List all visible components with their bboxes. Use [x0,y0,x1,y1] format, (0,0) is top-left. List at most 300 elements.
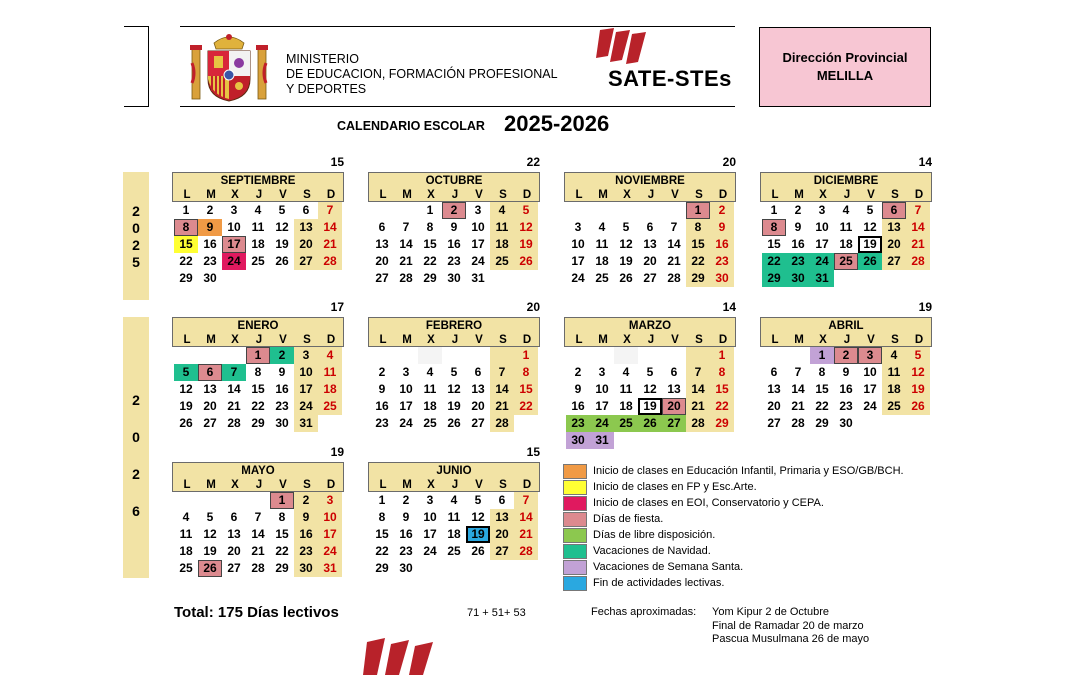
school-days-count: 15 [330,155,344,169]
day-cell: 26 [198,560,222,577]
month-calendar [368,300,540,432]
day-cell: 21 [667,254,681,268]
weekday-header: V [671,189,679,201]
day-cell: 22 [762,253,786,270]
day-cell: 17 [863,382,877,396]
day-cell: 20 [375,254,389,268]
weekday-header: L [379,189,387,201]
day-cell: 29 [686,270,710,287]
coat-of-arms-icon [190,33,268,105]
day-cell: 26 [619,271,633,285]
day-cell: 8 [378,510,386,524]
day-cell: 23 [275,399,289,413]
empty-day-cell [514,270,538,287]
month-name: ABRIL [828,320,864,332]
day-cell: 9 [842,365,850,379]
day-cell: 3 [818,203,826,217]
legend-swatch [563,544,587,559]
day-cell: 12 [203,527,217,541]
day-cell: 11 [882,364,906,381]
day-cell: 17 [294,381,318,398]
day-cell: 6 [646,220,654,234]
day-cell: 17 [571,254,585,268]
calendar-years: 2025-2026 [504,111,610,136]
legend-swatch [563,576,587,591]
legend-label: Vacaciones de Navidad. [593,545,711,557]
day-cell: 5 [646,365,654,379]
day-cell: 22 [710,398,734,415]
empty-day-cell [614,432,638,449]
day-cell: 22 [375,544,389,558]
empty-day-cell [442,347,466,364]
day-cell: 19 [275,237,289,251]
ministry-line: DE EDUCACION, FORMACIÓN PROFESIONAL [286,67,558,81]
day-cell: 30 [447,271,461,285]
day-grid [368,492,540,577]
weekday-header: V [475,189,483,201]
day-cell: 7 [490,364,514,381]
weekday-header: S [695,334,703,346]
day-cell: 31 [810,270,834,287]
day-cell: 11 [595,237,609,251]
day-cell: 31 [294,415,318,432]
legend-item [563,463,904,479]
year-band-2026 [123,317,149,578]
weekday-header: L [771,189,779,201]
weekday-header-row [173,334,343,347]
empty-day-cell [394,202,418,219]
day-cell: 21 [514,526,538,543]
note-line: Yom Kipur 2 de Octubre [712,606,829,618]
legend-swatch [563,528,587,543]
day-cell: 15 [514,381,538,398]
school-days-count: 22 [526,155,540,169]
weekday-header: X [427,189,435,201]
day-cell: 27 [471,416,485,430]
day-cell: 23 [566,415,590,432]
ministry-line: MINISTERIO [286,52,359,66]
day-cell: 18 [490,236,514,253]
month-name: FEBRERO [425,320,483,332]
day-cell: 28 [227,416,241,430]
weekday-header: M [402,334,412,346]
day-cell: 1 [270,492,294,509]
month-calendar [564,300,736,449]
day-cell: 14 [251,527,265,541]
day-cell: 4 [598,220,606,234]
weekday-header: X [819,189,827,201]
day-cell: 4 [182,510,190,524]
day-cell: 1 [810,347,834,364]
day-cell: 6 [378,220,386,234]
day-cell: 9 [198,219,222,236]
day-cell: 15 [423,237,437,251]
day-cell: 8 [254,365,262,379]
day-cell: 16 [203,237,217,251]
weekday-header: S [499,189,507,201]
month-calendar [172,445,344,577]
day-cell: 11 [251,220,265,234]
day-cell: 9 [378,382,386,396]
day-cell: 19 [466,526,490,543]
weekday-header: J [843,189,851,201]
empty-day-cell [638,202,662,219]
weekday-header: J [843,334,851,346]
day-cell: 13 [375,237,389,251]
weekday-header: V [279,334,287,346]
weekday-header: D [522,334,532,346]
day-cell: 5 [450,365,458,379]
day-cell: 19 [203,544,217,558]
day-cell: 14 [399,237,413,251]
day-cell: 9 [278,365,286,379]
day-cell: 4 [490,202,514,219]
day-cell: 25 [882,398,906,415]
empty-day-cell [906,415,930,432]
weekday-header: L [575,334,583,346]
day-cell: 27 [294,253,318,270]
day-cell: 18 [447,527,461,541]
day-cell: 17 [815,237,829,251]
day-cell: 26 [638,415,662,432]
day-cell: 12 [906,364,930,381]
legend-swatch [563,496,587,511]
day-cell: 6 [302,203,310,217]
day-cell: 4 [622,365,630,379]
day-cell: 23 [399,544,413,558]
day-cell: 30 [786,270,810,287]
day-cell: 3 [426,493,434,507]
month-calendar [172,300,344,432]
day-cell: 24 [318,543,342,560]
day-cell: 25 [447,544,461,558]
day-cell: 24 [222,253,246,270]
day-cell: 29 [815,416,829,430]
empty-day-cell [418,347,442,364]
month-calendar [368,155,540,287]
empty-day-cell [318,270,342,287]
day-cell: 28 [791,416,805,430]
legend-label: Inicio de clases en EOI, Conservatorio y CEPA. [593,497,824,509]
weekday-header: L [379,334,387,346]
day-cell: 28 [906,253,930,270]
day-cell: 27 [882,253,906,270]
weekday-header: L [771,334,779,346]
month-name: JUNIO [436,465,472,477]
day-cell: 6 [770,365,778,379]
weekday-header: V [475,334,483,346]
weekday-header: J [647,189,655,201]
day-cell: 3 [598,365,606,379]
day-cell: 23 [375,416,389,430]
day-cell: 1 [426,203,434,217]
day-cell: 9 [710,219,734,236]
notes-label: Fechas aproximadas: [591,606,697,618]
weekday-header-row [173,189,343,202]
day-cell: 24 [863,399,877,413]
weekday-header: L [183,334,191,346]
weekday-header: M [206,479,216,491]
day-cell: 30 [294,560,318,577]
empty-day-cell [590,202,614,219]
day-cell: 30 [203,271,217,285]
weekday-header: S [695,189,703,201]
empty-day-cell [490,347,514,364]
day-cell: 20 [767,399,781,413]
day-cell: 24 [423,544,437,558]
month-header [368,462,540,492]
legend-label: Días de libre disposición. [593,529,716,541]
weekday-header: D [718,334,728,346]
day-cell: 8 [514,364,538,381]
day-cell: 9 [794,220,802,234]
day-cell: 17 [595,399,609,413]
sate-flag-icon [363,636,443,675]
total-school-days: Total: 175 Días lectivos [174,604,339,621]
day-cell: 6 [230,510,238,524]
month-header [760,172,932,202]
day-cell: 13 [471,382,485,396]
weekday-header: M [598,334,608,346]
year-digit: 6 [132,503,140,519]
note-line: Pascua Musulmana 26 de mayo [712,633,870,645]
day-cell: 6 [498,493,506,507]
weekday-header: D [326,189,336,201]
day-cell: 25 [490,253,514,270]
day-cell: 11 [619,382,633,396]
month-header [172,462,344,492]
day-cell: 9 [450,220,458,234]
empty-day-cell [858,270,882,287]
day-cell: 16 [275,382,289,396]
day-cell: 31 [318,560,342,577]
empty-day-cell [566,347,590,364]
day-cell: 8 [762,219,786,236]
day-cell: 26 [275,254,289,268]
weekday-header: X [231,334,239,346]
legend-swatch [563,464,587,479]
empty-day-cell [762,347,786,364]
day-cell: 31 [590,432,614,449]
day-cell: 3 [474,203,482,217]
month-calendar [760,155,932,287]
day-cell: 12 [447,382,461,396]
day-cell: 1 [378,493,386,507]
empty-day-cell [514,560,538,577]
day-cell: 20 [227,544,241,558]
day-cell: 16 [710,236,734,253]
day-cell: 20 [490,526,514,543]
day-cell: 27 [643,271,657,285]
weekday-header-row [173,479,343,492]
empty-day-cell [710,432,734,449]
day-cell: 16 [791,237,805,251]
day-cell: 1 [514,347,538,364]
day-cell: 2 [378,365,386,379]
day-cell: 16 [294,526,318,543]
day-cell: 19 [619,254,633,268]
day-cell: 30 [710,270,734,287]
day-cell: 30 [275,416,289,430]
weekday-header: S [499,479,507,491]
day-grid [172,202,344,287]
day-cell: 12 [179,382,193,396]
empty-day-cell [638,432,662,449]
day-cell: 20 [882,236,906,253]
school-days-count: 19 [330,445,344,459]
month-header [564,172,736,202]
day-cell: 5 [514,202,538,219]
month-name: MARZO [628,320,672,332]
day-cell: 23 [447,254,461,268]
day-cell: 14 [791,382,805,396]
day-cell: 8 [686,219,710,236]
weekday-header: L [575,189,583,201]
year-digit: 2 [132,392,140,408]
day-cell: 2 [710,202,734,219]
day-cell: 3 [402,365,410,379]
day-cell: 19 [906,381,930,398]
day-cell: 10 [227,220,241,234]
day-cell: 20 [203,399,217,413]
empty-day-cell [174,492,198,509]
day-cell: 9 [402,510,410,524]
day-grid [172,492,344,577]
direccion-city: MELILLA [816,68,874,83]
day-cell: 14 [318,219,342,236]
day-cell: 18 [839,237,853,251]
empty-day-cell [222,270,246,287]
year-digit: 0 [132,429,140,445]
day-cell: 8 [426,220,434,234]
empty-day-cell [490,560,514,577]
month-calendar [760,300,932,432]
day-cell: 27 [662,415,686,432]
day-cell: 29 [710,415,734,432]
day-cell: 7 [906,202,930,219]
day-grid [172,347,344,432]
day-cell: 21 [490,398,514,415]
day-cell: 24 [590,415,614,432]
day-cell: 23 [203,254,217,268]
day-cell: 13 [643,237,657,251]
day-cell: 10 [571,237,585,251]
empty-day-cell [882,415,906,432]
school-days-count: 15 [526,445,540,459]
legend-item [563,495,904,511]
day-cell: 7 [402,220,410,234]
weekday-header: V [867,334,875,346]
legend [563,463,904,591]
day-cell: 7 [318,202,342,219]
day-cell: 23 [839,399,853,413]
empty-day-cell [270,270,294,287]
legend-label: Inicio de clases en FP y Esc.Arte. [593,481,757,493]
legend-label: Fin de actividades lectivas. [593,577,725,589]
year-digit: 0 [132,220,140,236]
day-cell: 25 [251,254,265,268]
weekday-header: D [522,189,532,201]
day-cell: 18 [882,381,906,398]
day-cell: 12 [643,382,657,396]
day-cell: 24 [471,254,485,268]
approximate-dates [712,606,869,647]
day-cell: 3 [294,347,318,364]
legend-item [563,543,904,559]
legend-item [563,527,904,543]
empty-day-cell [222,347,246,364]
empty-day-cell [466,560,490,577]
weekday-header: S [303,479,311,491]
legend-label: Vacaciones de Semana Santa. [593,561,744,573]
day-cell: 28 [251,561,265,575]
school-days-count: 20 [526,300,540,314]
day-cell: 26 [447,416,461,430]
weekday-header: M [206,334,216,346]
day-cell: 15 [174,236,198,253]
weekday-header: S [303,189,311,201]
empty-day-cell [662,432,686,449]
weekday-header: J [255,189,263,201]
day-cell: 4 [318,347,342,364]
day-cell: 18 [318,381,342,398]
day-cell: 26 [514,253,538,270]
school-days-count: 14 [918,155,932,169]
empty-day-cell [638,347,662,364]
day-cell: 21 [399,254,413,268]
empty-day-cell [834,270,858,287]
day-cell: 10 [423,510,437,524]
day-cell: 17 [471,237,485,251]
day-cell: 28 [667,271,681,285]
day-cell: 24 [810,253,834,270]
weekday-header-row [761,189,931,202]
empty-day-cell [882,270,906,287]
day-cell: 8 [710,364,734,381]
day-cell: 23 [786,253,810,270]
weekday-header: D [326,334,336,346]
day-cell: 26 [471,544,485,558]
weekday-header: M [206,189,216,201]
day-cell: 27 [203,416,217,430]
month-name: SEPTIEMBRE [220,175,296,187]
day-cell: 8 [174,219,198,236]
day-cell: 12 [619,237,633,251]
day-cell: 5 [622,220,630,234]
day-cell: 29 [423,271,437,285]
day-cell: 3 [230,203,238,217]
day-cell: 22 [423,254,437,268]
day-cell: 1 [182,203,190,217]
weekday-header: L [379,479,387,491]
day-cell: 25 [834,253,858,270]
day-cell: 1 [770,203,778,217]
day-cell: 20 [643,254,657,268]
empty-day-cell [318,415,342,432]
day-cell: 21 [791,399,805,413]
weekday-header: D [326,479,336,491]
month-header [368,172,540,202]
weekday-header: D [522,479,532,491]
sate-logo-text: SATE-STEs [608,66,732,91]
terms-sum: 71 + 51+ 53 [467,607,526,619]
day-cell: 21 [251,544,265,558]
empty-day-cell [198,492,222,509]
day-cell: 7 [670,220,678,234]
day-cell: 11 [447,510,461,524]
empty-day-cell [858,415,882,432]
day-cell: 28 [318,253,342,270]
